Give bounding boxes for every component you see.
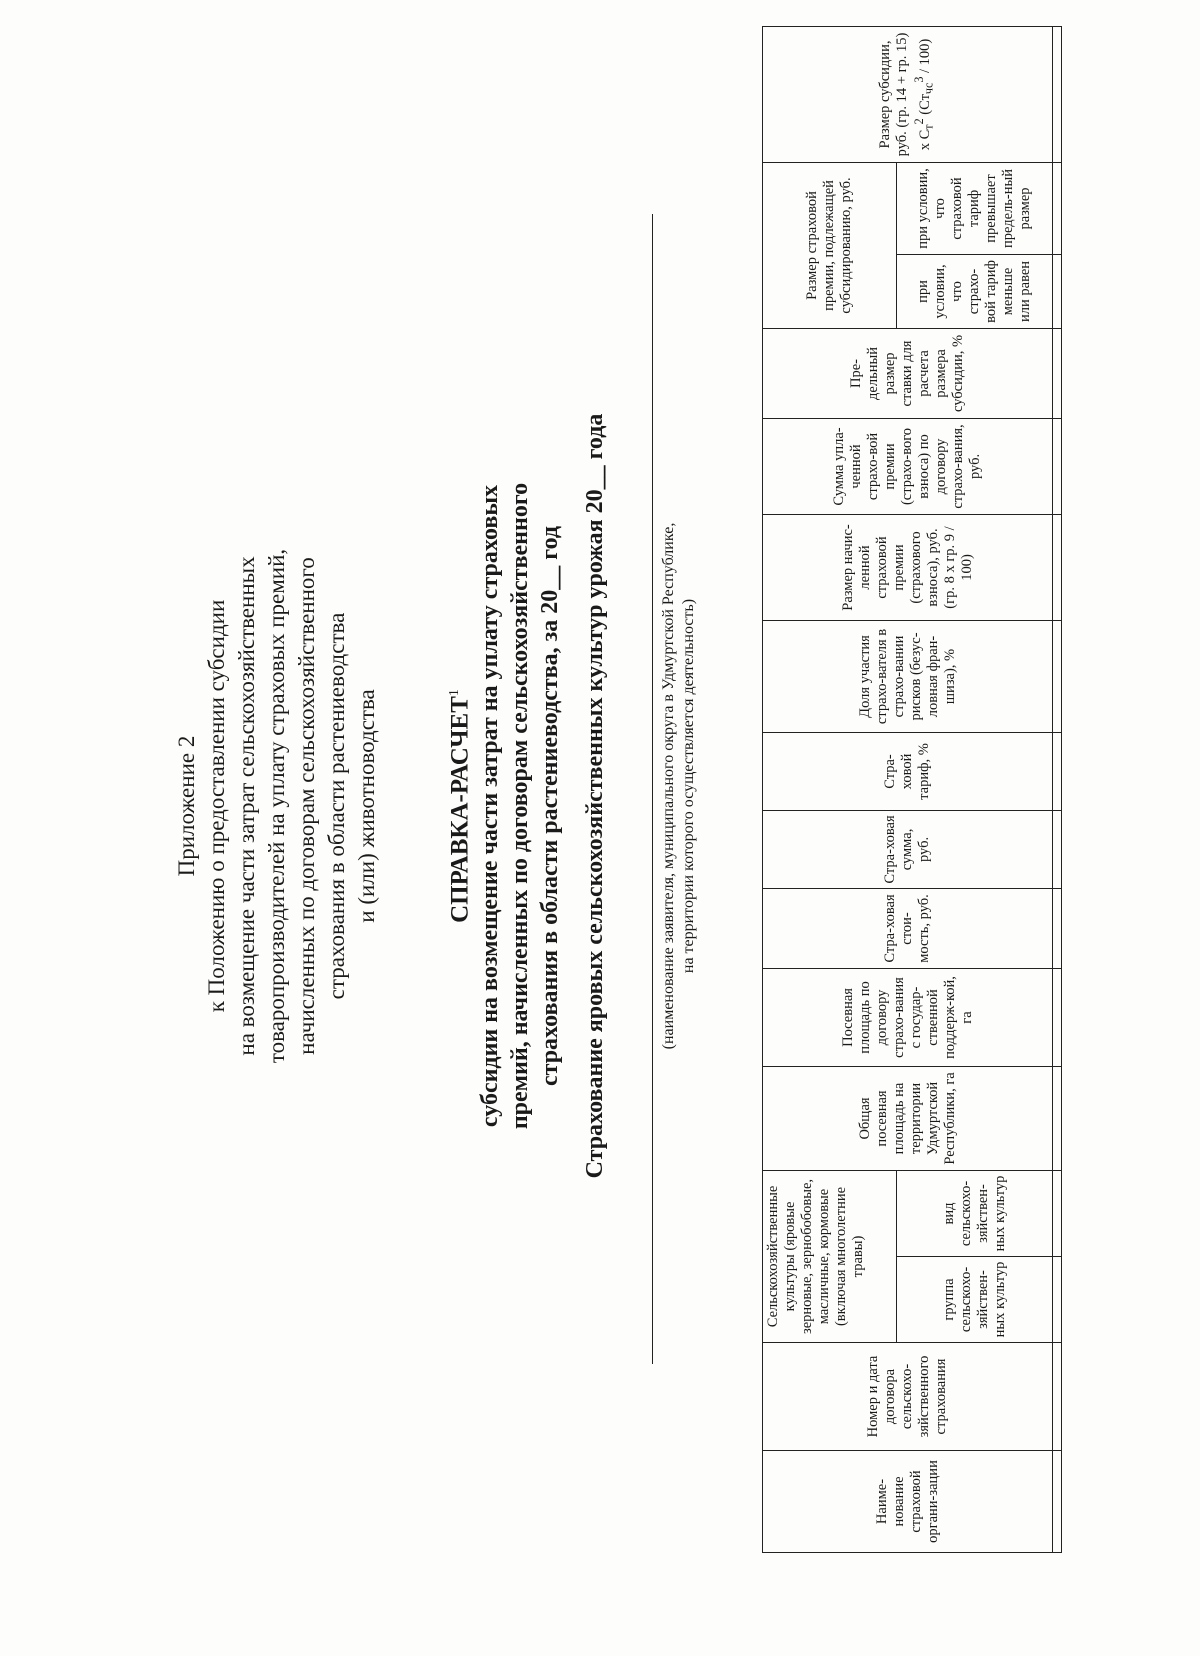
table-cell <box>1053 418 1062 514</box>
header-insured-value: Стра-ховая стои-мость, руб. <box>763 888 1053 968</box>
appendix-ref-line: к Положению о предоставлении субсидии <box>204 599 229 1013</box>
caption-line: на территории которого осуществляется деятельность) <box>680 598 697 974</box>
table-cell <box>1053 1066 1062 1170</box>
appendix-ref-line: страхования в области растениеводства <box>324 612 349 1000</box>
appendix-ref-line: начисленных по договорам сельскохозяйственного <box>294 557 319 1055</box>
table-cell <box>1053 514 1062 620</box>
table-cell <box>1053 162 1062 254</box>
appendix-header <box>172 356 382 1256</box>
header-max-rate: Пре-дельный размер ставки для расчета размера субсидии, % <box>763 328 1053 418</box>
header-insurer-share: Доля участия страхо-вателя в страхо-вании рисков (безус-ловная фран-шиза), % <box>763 620 1053 732</box>
header-contract-area: Посевная площадь по договору страхо-вания с государ-ственной поддерж-кой, га <box>763 968 1053 1066</box>
header-premium-subsidized: Размер страховой премии, подлежащей субсидированию, руб. <box>763 162 897 328</box>
table-row <box>1053 26 1062 1552</box>
header-contract: Номер и дата договора сельскохо-зяйственного страхования <box>763 1343 1053 1451</box>
table-cell <box>1053 620 1062 732</box>
header-premium-calculated: Размер начис-ленной страховой премии (страхового взноса), руб. (гр. 8 х гр. 9 / 100) <box>763 514 1053 620</box>
table-cell <box>1053 1170 1062 1256</box>
applicant-caption <box>659 266 699 1306</box>
header-crop-type: вид сельскохо-зяйствен-ных культур <box>897 1170 1053 1256</box>
header-crop-group: группа сельскохо-зяйствен-ных культур <box>897 1257 1053 1343</box>
table-cell <box>1053 1451 1062 1553</box>
title-line: премий, начисленных по договорам сельскохозяйственного <box>507 482 534 1130</box>
title-heading: СПРАВКА-РАСЧЕТ$^1$ <box>446 689 474 923</box>
footnote-mark: 1 <box>447 689 462 697</box>
caption-line: (наименование заявителя, муниципального округа в Удмуртской Республике, <box>660 522 677 1050</box>
title-line: субсидии на возмещение части затрат на уплату страховых <box>477 484 504 1128</box>
table-cell <box>1053 968 1062 1066</box>
table-cell <box>1053 254 1062 328</box>
header-insured-sum: Стра-ховая сумма, руб. <box>763 810 1053 888</box>
title-line: страхования в области растениеводства, за 20__ год <box>537 525 564 1087</box>
document-subtitle: Страхование яровых сельскохозяйственных культур урожая 20__ года <box>582 413 608 1179</box>
appendix-ref-line: на возмещение части затрат сельскохозяйственных <box>234 556 259 1056</box>
table-cell <box>1053 328 1062 418</box>
calculation-table <box>762 26 1062 1553</box>
header-if-tariff-gt: при условии, что страховой тариф превышает предель-ный размер <box>897 162 1053 254</box>
table-cell <box>1053 888 1062 968</box>
table-cell <box>1053 732 1062 810</box>
table-cell <box>1053 810 1062 888</box>
applicant-name-line <box>652 214 653 1364</box>
table-cell <box>1053 1343 1062 1451</box>
document-title <box>440 276 565 1336</box>
appendix-number: Приложение 2 <box>174 735 199 877</box>
header-crops: Сельскохозяйственные культуры (яровые зерновые, зернобобовые, масличные, кормовые (включая многолетние травы) <box>763 1170 897 1342</box>
header-if-tariff-le: при условии, что страхо-вой тариф меньше или равен <box>897 254 1053 328</box>
table-cell <box>1053 26 1062 162</box>
header-total-area: Общая посевная площадь на территории Удмуртской Республики, га <box>763 1066 1053 1170</box>
header-subsidy-amount: Размер субсидии, руб. (гр. 14 + гр. 15) х $С_т^2$ $(Ст_{чс}^3 / 100)$ <box>763 26 1053 162</box>
header-insurer: Наиме-нование страховой органи-зации <box>763 1451 1053 1553</box>
table-cell <box>1053 1257 1062 1343</box>
header-premium-paid: Сумма упла-ченной страхо-вой премии (страхо-вого взноса) по договору страхо-вания, руб. <box>763 418 1053 514</box>
appendix-ref-line: и (или) животноводства <box>354 689 379 923</box>
appendix-ref-line: товаропроизводителей на уплату страховых премий, <box>264 548 289 1064</box>
header-tariff: Стра-ховой тариф, % <box>763 732 1053 810</box>
